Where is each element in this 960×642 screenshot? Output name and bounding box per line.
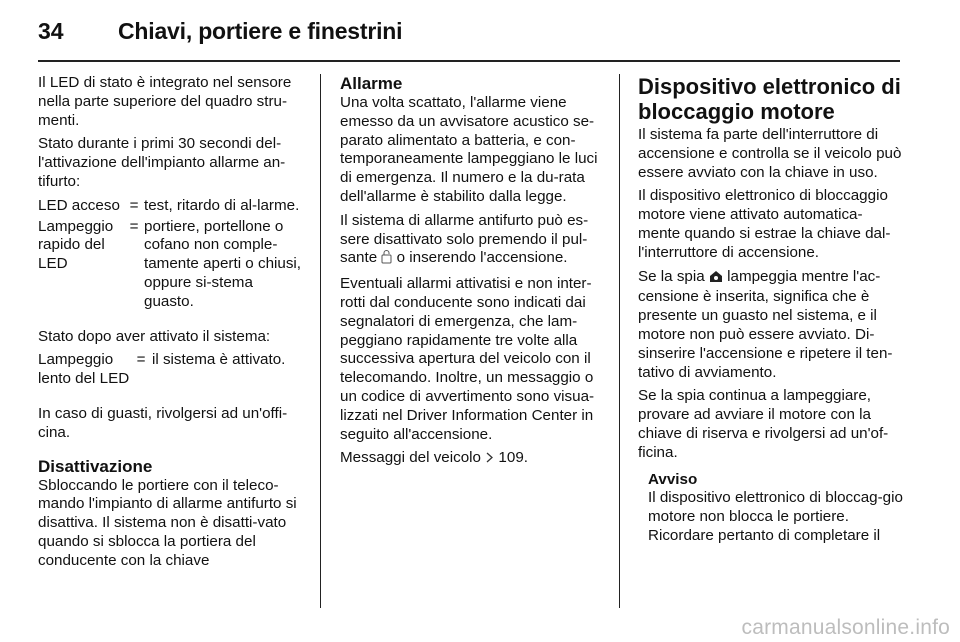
- definition-row: [38, 351, 306, 389]
- definition-term: Lampeggio lento del LED: [38, 351, 130, 388]
- heading-immobiliser: Dispositivo elettronico di bloccaggio motore: [638, 74, 901, 124]
- paragraph-warning-light: Se la spia lampeggia mentre l'ac-censione è inserita, significa che è presente un guasto nel sistema, e il motore non può essere avviato. Di-sinserire l'accensione e ripetere il ten-tativo di avviamento.: [638, 267, 893, 381]
- watermark: carmanualsonline.info: [741, 616, 950, 639]
- paragraph-faults: In caso di guasti, rivolgersi ad un'offi-cina.: [38, 404, 288, 441]
- paragraph-status-led: Il LED di stato è integrato nel sensore nella parte superiore del quadro stru-menti.: [38, 74, 292, 129]
- paragraph-alarm-memory: Eventuali allarmi attivatisi e non inter-rotti dal conducente sono indicati dai segnalatori di emergenza, che lam-peggiano rapidamente tre volte alla successiva apertura del veicolo con il telecomando. Inoltre, un messaggio o un codice di avvertimento sono visua-lizzati nel Driver Information Center in seguito all'accensione.: [340, 275, 595, 443]
- note-text: Il dispositivo elettronico di bloccag-gio motore non blocca le portiere. Ricordare pertanto di completare il: [648, 489, 903, 544]
- immobiliser-warning-icon: [709, 270, 723, 289]
- definition-desc: portiere, portellone o cofano non comple-tamente aperti o chiusi, oppure si-stema guasto.: [144, 217, 302, 310]
- lock-button-icon: [381, 249, 392, 270]
- paragraph-deactivation: Sbloccando le portiere con il teleco-mando l'impianto di allarme antifurto si disattiva. Il sistema non è disatti-vato quando si sblocca la portiera del conducente con la chiave: [38, 476, 297, 569]
- definition-row: [38, 197, 306, 216]
- page-header: [38, 14, 900, 58]
- paragraph-vehicle-messages: Messaggi del veicolo 109.: [340, 449, 604, 470]
- paragraph-immobiliser-intro: Il sistema fa parte dell'interruttore di accensione e controlla se il veicolo può essere avviato con la chiave in uso.: [638, 126, 902, 181]
- heading-allarme: Allarme: [340, 74, 403, 93]
- definition-equals: =: [129, 217, 139, 235]
- paragraph-alarm-off: Il sistema di allarme antifurto può es-sere disattivato solo premendo il pul-sante o inserendo l'accensione.: [340, 212, 604, 270]
- chapter-title: Chiavi, portiere e finestrini: [118, 18, 403, 44]
- column-right: [638, 74, 904, 546]
- paragraph-after-activation: Stato dopo aver attivato il sistema:: [38, 327, 271, 345]
- column-left: [38, 74, 306, 576]
- paragraph-alarm: Una volta scattato, l'allarme viene emesso da un avvisatore acustico se-parato alimentato a batteria, e con-temporaneamente lampeggiano le luci di emergenza. Il numero e la du-rata dell'allarme è stabilito dalla legge.: [340, 94, 598, 205]
- page-reference-icon: [485, 451, 494, 470]
- page-number: 34: [38, 18, 64, 44]
- definition-desc: test, ritardo di al-larme.: [144, 196, 300, 214]
- definition-term: LED acceso: [38, 196, 120, 214]
- header-rule: [38, 60, 900, 62]
- definition-row: [38, 218, 306, 312]
- column-divider-left: [320, 74, 321, 608]
- paragraph-first-30s: Stato durante i primi 30 secondi del-l'attivazione dell'impianto allarme an-tifurto:: [38, 135, 286, 190]
- note-box: [648, 471, 904, 546]
- definition-desc: il sistema è attivato.: [152, 351, 286, 369]
- definition-equals: =: [129, 196, 139, 214]
- paragraph-immobiliser-auto: Il dispositivo elettronico di bloccaggio motore viene attivato automatica-mente quando si estrae la chiave dal-l'interruttore di accensione.: [638, 187, 891, 261]
- paragraph-spare-key: Se la spia continua a lampeggiare, provare ad avviare il motore con la chiave di riserva e rivolgersi ad un'of-ficina.: [638, 387, 889, 461]
- definition-term: Lampeggio rapido del LED: [38, 217, 114, 273]
- heading-disattivazione: Disattivazione: [38, 456, 153, 476]
- note-title: Avviso: [648, 470, 698, 488]
- column-divider-right: [619, 74, 620, 608]
- definition-equals: =: [136, 351, 146, 369]
- column-middle: [340, 74, 604, 475]
